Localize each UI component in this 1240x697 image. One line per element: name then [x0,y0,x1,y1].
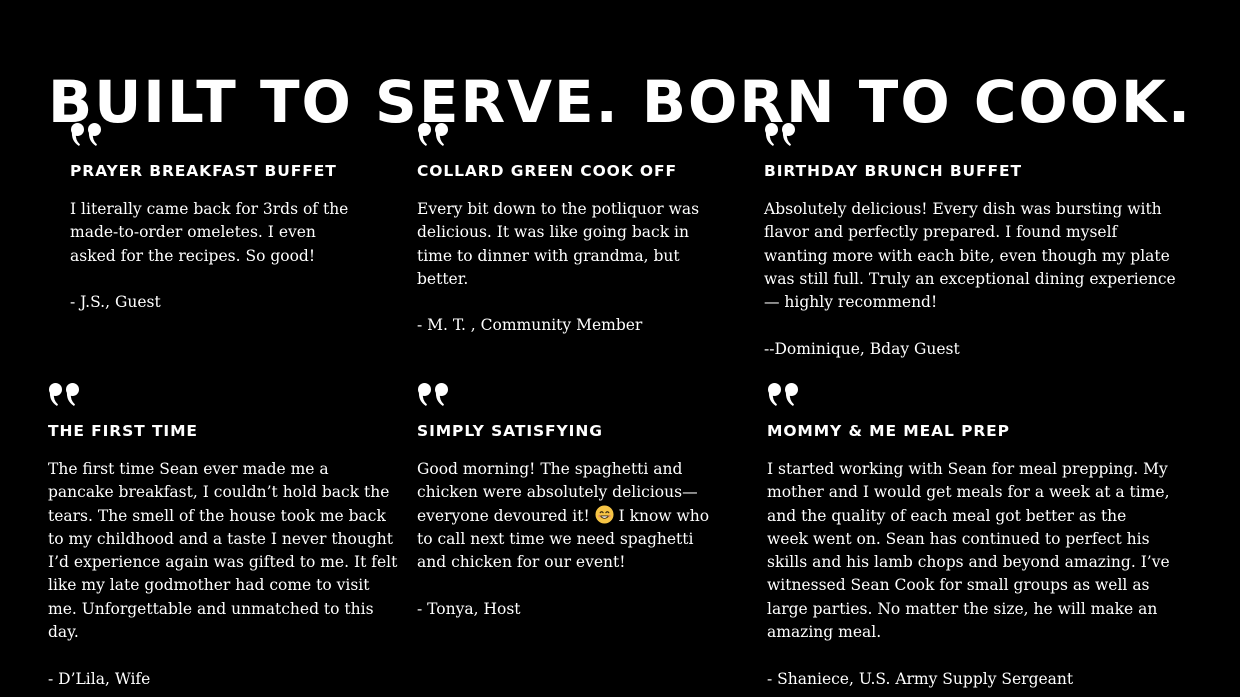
testimonial-title: COLLARD GREEN COOK OFF [417,162,677,180]
testimonial-title: PRAYER BREAKFAST BUFFET [70,162,337,180]
testimonial-card [70,122,370,312]
testimonial-text: Absolutely delicious! Every dish was bursting with flavor and perfectly prepared. I found myself wanting more with each bite, even though my plate was still full. Truly an exceptional dining experience — highly recommend! [764,200,1176,312]
testimonial-text: The first time Sean ever made me a pancake breakfast, I couldn’t hold back the tears. The smell of the house took me back to my childhood and a taste I never thought I’d experience again was gifted to me. It felt like my late godmother had come to visit me. Unforgettable and unmatched to this day. [48,460,398,642]
quote-icon [417,122,451,148]
testimonial-card [417,382,727,618]
testimonial-body [764,198,1176,361]
testimonial-attribution: - M. T. , Community Member [417,316,643,335]
testimonial-body [417,458,722,621]
testimonial-card [764,122,1184,358]
testimonial-card [48,382,398,688]
testimonial-title: SIMPLY SATISFYING [417,422,603,440]
testimonial-text: Every bit down to the potliquor was delicious. It was like going back in time to dinner with grandma, but better. [417,200,700,288]
testimonial-attribution: - Tonya, Host [417,599,521,618]
testimonial-body [70,198,360,314]
testimonial-attribution: - J.S., Guest [70,293,161,312]
testimonial-text: I started working with Sean for meal prepping. My mother and I would get meals for a week at a time, and the quality of each meal got better as the week went on. Sean has continued to perfect his skills and his lamb chops and beyond amazing. I’ve witnessed Sean Cook for small groups as well as large parties. No matter the size, he will make an amazing meal. [767,460,1170,642]
testimonial-text-part: Good morning! The spaghetti and chicken were absolutely delicious—everyone devoured it! [417,460,698,525]
testimonial-card [417,122,727,335]
testimonial-text-part: I know who to call next time we need spaghetti and chicken for our event! [417,506,710,572]
testimonial-body [48,458,398,691]
quote-icon [48,382,82,408]
quote-icon [417,382,451,408]
quote-icon [764,122,798,148]
testimonial-attribution: - D’Lila, Wife [48,669,151,688]
testimonial-body [767,458,1172,691]
smiling-face-icon [595,505,614,524]
testimonial-card [767,382,1177,688]
testimonial-title: MOMMY & ME MEAL PREP [767,422,1010,440]
quote-icon [70,122,104,148]
quote-icon [767,382,801,408]
testimonial-text: I literally came back for 3rds of the made-to-order omeletes. I even asked for the recipes. So good! [70,200,349,265]
testimonial-title: BIRTHDAY BRUNCH BUFFET [764,162,1022,180]
testimonial-attribution: --Dominique, Bday Guest [764,339,960,358]
testimonial-attribution: - Shaniece, U.S. Army Supply Sergeant [767,669,1074,688]
page-headline: BUILT TO SERVE. BORN TO COOK. [48,67,1192,136]
testimonial-text [417,458,722,574]
testimonial-body [417,198,717,338]
testimonial-title: THE FIRST TIME [48,422,198,440]
